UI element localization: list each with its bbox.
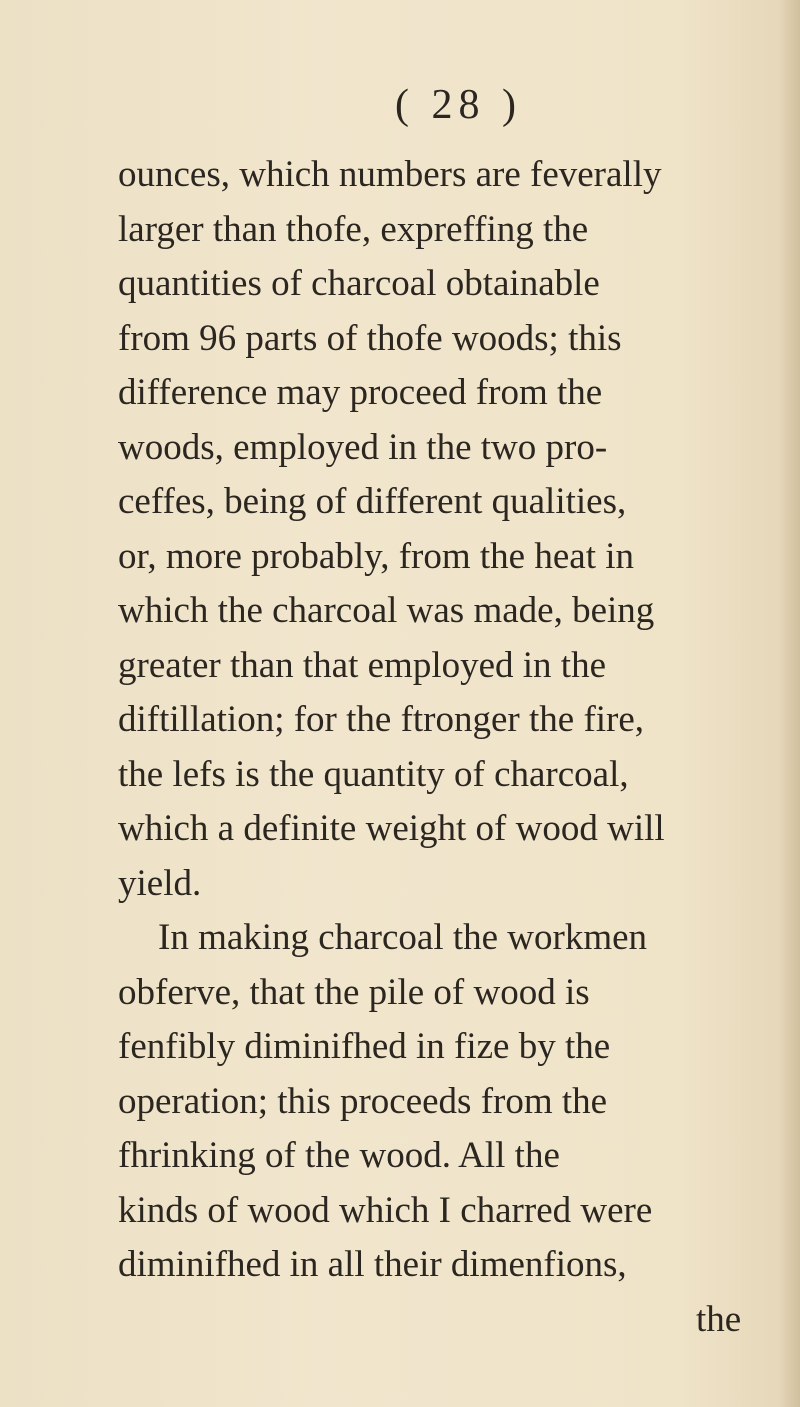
text-line: diminifhed in all their dimenfions,	[118, 1244, 627, 1285]
text-line: fhrinking of the wood. All the	[118, 1135, 560, 1176]
text-line: ounces, which numbers are feverally	[118, 154, 662, 195]
text-line: obferve, that the pile of wood is	[118, 971, 590, 1013]
text-line: from 96 parts of thofe woods; this	[118, 317, 622, 359]
paragraph-start-line: In making charcoal the workmen	[158, 917, 648, 958]
body-text	[118, 148, 798, 1347]
text-line: greater than that employed in the	[118, 644, 607, 686]
text-line: difference may proceed from the	[118, 372, 603, 413]
text-line: or, more probably, from the heat in	[118, 535, 635, 577]
text-line: fenfibly diminifhed in fize by the	[118, 1026, 611, 1067]
text-line: larger than thofe, expreffing the	[118, 208, 589, 250]
text-line: kinds of wood which I charred were	[118, 1189, 653, 1231]
text-line: operation; this proceeds from the	[118, 1080, 608, 1122]
text-line: which a definite weight of wood will	[118, 808, 665, 849]
text-line: quantities of charcoal obtainable	[118, 263, 600, 304]
text-line: yield.	[118, 862, 202, 904]
text-line: ceffes, being of different qualities,	[118, 481, 627, 522]
text-line: diftillation; for the ftronger the fire,	[118, 699, 645, 740]
catchword: the	[696, 1298, 742, 1340]
page-number: ( 28 )	[395, 82, 522, 128]
text-line: which the charcoal was made, being	[118, 590, 655, 631]
text-line: the lefs is the quantity of charcoal,	[118, 753, 629, 795]
text-line: woods, employed in the two pro-	[118, 426, 608, 468]
